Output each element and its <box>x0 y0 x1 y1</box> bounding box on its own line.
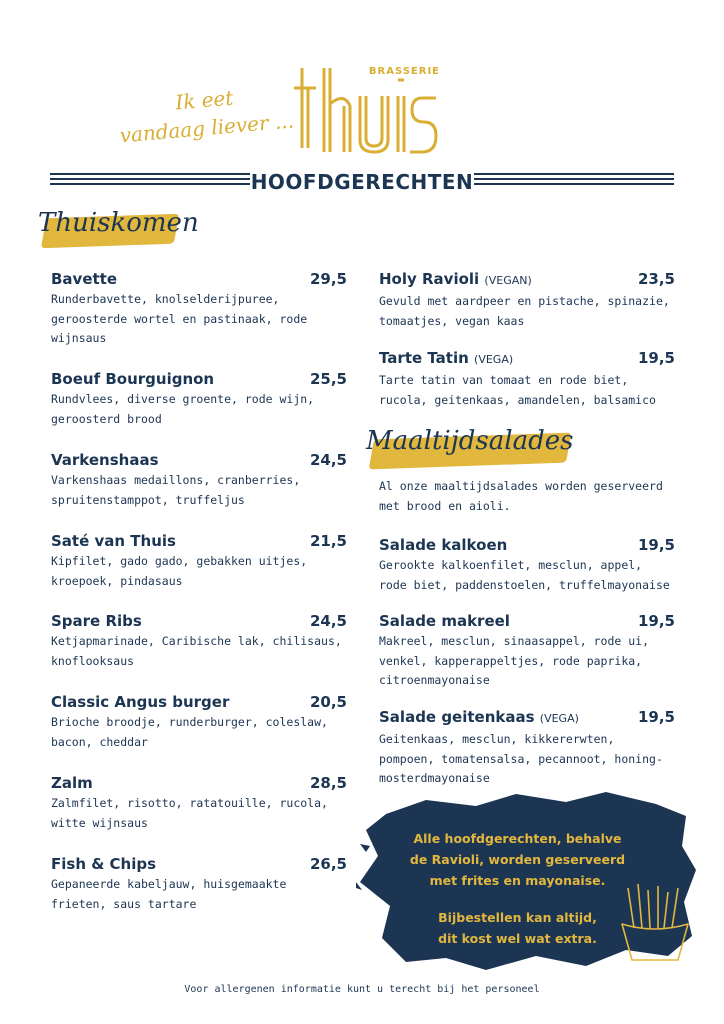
note-line-5: dit kost wel wat extra. <box>438 931 597 946</box>
menu-item <box>51 853 347 914</box>
item-name <box>379 706 675 730</box>
item-price: 19,5 <box>637 612 675 630</box>
note-line-1: Alle hoofdgerechten, behalve <box>413 831 622 846</box>
item-price: 29,5 <box>309 270 347 288</box>
item-price: 19,5 <box>637 536 675 554</box>
menu-item <box>51 368 347 429</box>
brand-label: BRASSERIE <box>368 66 440 77</box>
tagline-line-1: Ik eet <box>174 85 235 115</box>
item-tag: (VEGAN) <box>484 274 532 287</box>
menu-item <box>51 530 347 591</box>
note-line-2: de Ravioli, worden geserveerd <box>409 852 626 867</box>
item-desc: Rundvlees, diverse groente, rode wijn, geroosterd brood <box>51 392 315 426</box>
item-name: Saté van Thuis <box>51 532 176 550</box>
item-price: 20,5 <box>309 693 347 711</box>
menu-item <box>51 610 347 671</box>
item-name-text: Salade geitenkaas <box>379 708 535 726</box>
menu-item <box>51 772 347 833</box>
item-price: 24,5 <box>309 451 347 469</box>
item-name: Varkenshaas <box>51 451 159 469</box>
item-name-text: Tarte Tatin <box>379 349 469 367</box>
item-name-text: Holy Ravioli <box>379 270 480 288</box>
item-desc: Varkenshaas medaillons, cranberries, spruitenstamppot, truffeljus <box>51 473 301 507</box>
thuis-logo <box>294 66 439 156</box>
item-price: 19,5 <box>637 708 675 726</box>
item-desc: Makreel, mesclun, sinaasappel, rode ui, venkel, kapperappeltjes, rode paprika, citroenmayonaise <box>379 634 650 687</box>
item-desc: Tarte tatin van tomaat en rode biet, rucola, geitenkaas, amandelen, balsamico <box>379 373 656 407</box>
heading-maaltijdsalades: Maaltijdsalades <box>366 426 574 456</box>
item-price: 19,5 <box>637 349 675 367</box>
item-desc: Runderbavette, knolselderijpuree, geroosterde wortel en pastinaak, rode wijnsaus <box>51 292 308 345</box>
item-name <box>379 347 675 371</box>
item-name: Boeuf Bourguignon <box>51 370 215 388</box>
menu-item <box>51 449 347 510</box>
item-tag: (VEGA) <box>539 712 579 725</box>
item-price: 28,5 <box>309 774 347 792</box>
allergen-footer: Voor allergenen informatie kunt u terecht bij het personeel <box>184 984 540 995</box>
tagline-line-2: vandaag liever ... <box>118 108 295 148</box>
salades-intro: Al onze maaltijdsalades worden geserveerd met brood en aioli. <box>379 479 663 513</box>
fries-icon <box>618 884 692 964</box>
item-tag: (VEGA) <box>474 353 514 366</box>
menu-item <box>379 610 675 691</box>
item-price: 25,5 <box>309 370 347 388</box>
item-desc: Kipfilet, gado gado, gebakken uitjes, kroepoek, pindasaus <box>51 554 308 588</box>
note-line-3: met frites en mayonaise. <box>429 873 606 888</box>
item-desc: Brioche broodje, runderburger, coleslaw, bacon, cheddar <box>51 715 328 749</box>
menu-item <box>379 706 675 789</box>
item-name: Fish & Chips <box>51 855 157 873</box>
item-price: 26,5 <box>309 855 347 873</box>
item-desc: Geitenkaas, mesclun, kikkererwten, pompoen, tomatensalsa, pecannoot, honing-mosterdmayonaise <box>379 732 663 785</box>
item-name <box>379 268 675 292</box>
heading-thuiskomen: Thuiskomen <box>38 208 199 238</box>
menu-item <box>379 347 675 410</box>
item-name: Zalm <box>51 774 93 792</box>
item-desc: Gevuld met aardpeer en pistache, spinazie, tomaatjes, vegan kaas <box>379 294 670 328</box>
note-line-4: Bijbestellen kan altijd, <box>438 910 597 925</box>
item-price: 23,5 <box>637 270 675 288</box>
section-title: HOOFDGERECHTEN <box>250 170 474 194</box>
item-name: Salade makreel <box>379 612 510 630</box>
tagline <box>116 78 295 149</box>
item-name: Spare Ribs <box>51 612 142 630</box>
header-rule-right <box>474 173 674 193</box>
menu-item <box>51 268 347 349</box>
item-desc: Zalmfilet, risotto, ratatouille, rucola, witte wijnsaus <box>51 796 328 830</box>
item-desc: Ketjapmarinade, Caribische lak, chilisaus, knoflooksaus <box>51 634 342 668</box>
item-price: 24,5 <box>309 612 347 630</box>
item-name: Classic Angus burger <box>51 693 230 711</box>
item-name: Salade kalkoen <box>379 536 508 554</box>
menu-item <box>51 691 347 752</box>
item-price: 21,5 <box>309 532 347 550</box>
item-desc: Gerookte kalkoenfilet, mesclun, appel, rode biet, paddenstoelen, truffelmayonaise <box>379 558 670 592</box>
menu-item <box>379 534 675 595</box>
item-name: Bavette <box>51 270 118 288</box>
menu-item <box>379 268 675 331</box>
item-desc: Gepaneerde kabeljauw, huisgemaakte frieten, saus tartare <box>51 877 287 911</box>
header-rule-left <box>50 173 250 193</box>
